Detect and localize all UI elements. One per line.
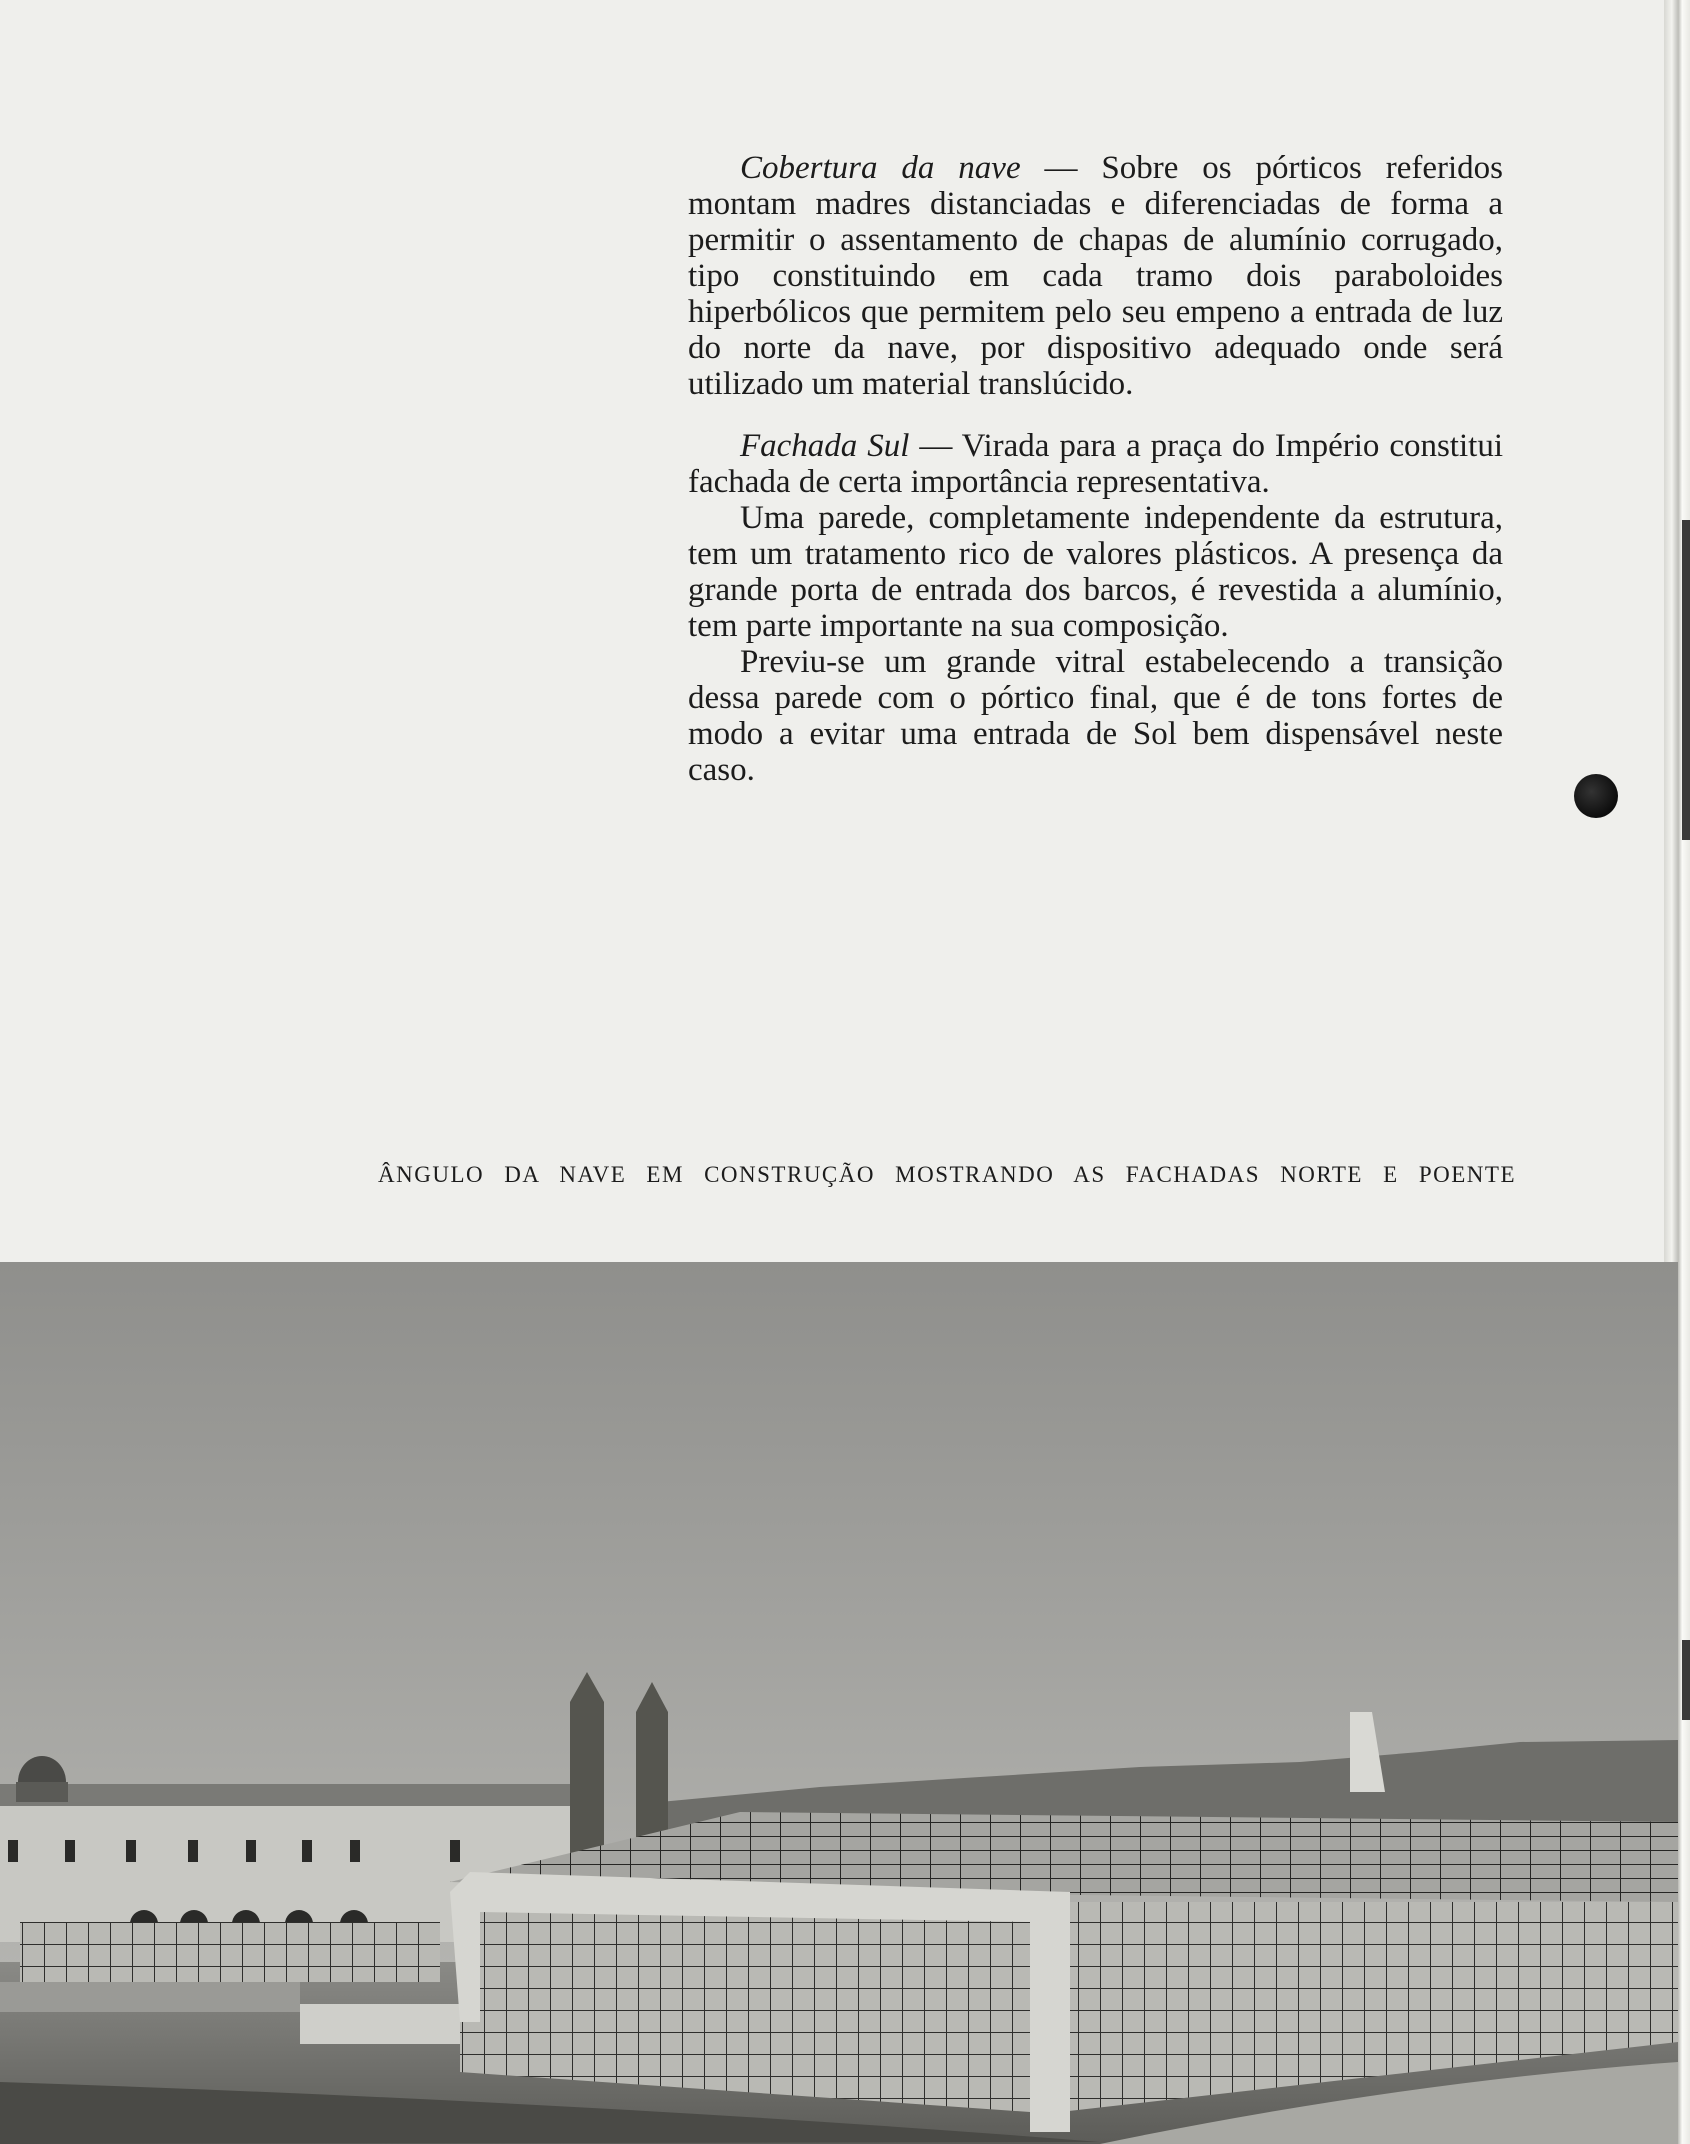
paragraph-cobertura: [688, 150, 1503, 402]
edge-strip: [1682, 520, 1690, 840]
paragraph-parede: Uma parede, completamente independente da estrutura, tem um tratamento rico de valores plásticos. A presença da grande porta de entrada dos barcos, é revestida a alumínio, tem parte importante na sua composição.: [688, 500, 1503, 644]
low-structure: [20, 1922, 440, 1982]
paragraph-vitral: Previu-se um grande vitral estabelecendo a transição dessa parede com o pórtico final, que é de tons fortes de modo a evitar uma entrada de Sol bem dispensável neste caso.: [688, 644, 1503, 788]
construction-photo: [0, 1262, 1678, 2144]
photo-caption: ÂNGULO DA NAVE EM CONSTRUÇÃO MOSTRANDO AS FACHADAS NORTE E POENTE: [378, 1162, 1516, 1187]
punch-hole: [1574, 774, 1618, 818]
paragraph-fachada-sul: [688, 428, 1503, 500]
edge-strip: [1682, 1640, 1690, 1720]
photo-illustration: [0, 1262, 1678, 2144]
run-in-heading: Cobertura da nave: [740, 150, 1021, 186]
body-text: [688, 150, 1503, 788]
paragraph-body: — Virada para a praça do Império constitui fachada de certa importância representativa.: [688, 428, 1503, 500]
run-in-heading: Fachada Sul: [740, 428, 910, 464]
paragraph-body: — Sobre os pórticos referidos montam madres distanciadas e diferenciadas de forma a permitir o assentamento de chapas de alumínio corrugado, tipo constituindo em cada tramo dois paraboloides hiperbólicos que permitem pelo seu empeno a entrada de luz do norte da nave, por dispositivo adequado onde será utilizado um material translúcido.: [688, 150, 1504, 402]
